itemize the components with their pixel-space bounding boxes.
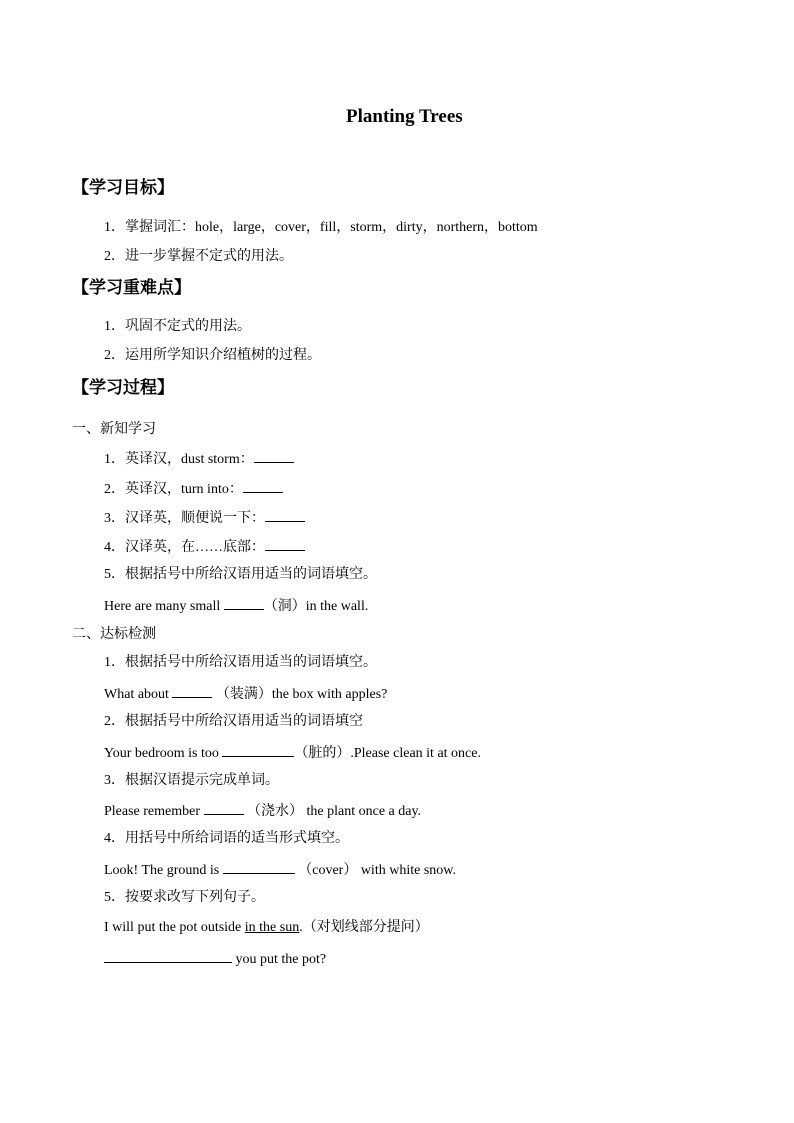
sentence-text: （脏的）.Please clean it at once. [294,746,481,761]
key-point-item-2: 2．运用所学知识介绍植树的过程。 [104,348,321,363]
part2-question-5: 5．按要求改写下列句子。 [104,890,265,905]
part2-question-5-sentence [104,919,429,937]
part2-question-1-sentence [104,684,387,704]
underlined-phrase: in the sun [244,920,300,935]
sentence-text: （洞）in the wall. [263,599,369,614]
part2-question-2-sentence [104,743,481,763]
part1-question-5: 5．根据括号中所给汉语用适当的词语填空。 [104,567,377,582]
part2-question-4-sentence [104,860,456,880]
goal-item-1: 1．掌握词汇：hole，large，cover，fill，storm，dirty，northern，bottom [104,220,538,235]
page-title: Planting Trees [346,106,463,127]
part2-question-1: 1．根据括号中所给汉语用适当的词语填空。 [104,655,377,670]
goal-item-2: 2．进一步掌握不定式的用法。 [104,249,293,264]
answer-blank[interactable] [172,684,212,698]
question-text: 3．汉译英，顺便说一下： [104,511,265,526]
question-text: 4．汉译英，在……底部： [104,540,265,555]
answer-blank[interactable] [265,508,305,522]
sentence-text: （装满）the box with apples? [215,687,388,702]
sentence-text: （浇水） the plant once a day. [247,804,422,819]
answer-blank[interactable] [224,596,264,610]
part2-question-2: 2．根据括号中所给汉语用适当的词语填空 [104,714,363,729]
sentence-text: .（对划线部分提问） [299,920,429,935]
part2-question-3: 3．根据汉语提示完成单词。 [104,773,279,788]
answer-blank[interactable] [104,949,232,963]
sentence-text: Your bedroom is too [104,746,219,761]
answer-blank[interactable] [222,743,294,757]
part1-question-1 [104,449,294,469]
answer-blank[interactable] [223,860,295,874]
part2-question-4: 4．用括号中所给词语的适当形式填空。 [104,831,349,846]
part1-question-5-sentence [104,596,368,616]
answer-blank[interactable] [204,801,244,815]
sentence-text: （cover） with white snow. [298,863,456,878]
answer-blank[interactable] [243,479,283,493]
question-text: 2．英译汉，turn into： [104,482,243,497]
sentence-text: Here are many small [104,599,221,614]
answer-blank[interactable] [254,449,294,463]
part2-question-5-answer [104,949,326,969]
sentence-text: you put the pot? [235,952,327,967]
part1-heading: 一、新知学习 [72,421,156,437]
part1-question-2 [104,479,283,499]
part2-question-3-sentence [104,801,421,821]
section-heading-goals: 【学习目标】 [72,178,174,198]
sentence-text: Look! The ground is [104,863,220,878]
key-point-item-1: 1．巩固不定式的用法。 [104,319,251,334]
sentence-text: What about [104,687,169,702]
question-text: 1．英译汉，dust storm： [104,452,254,467]
sentence-text: Please remember [104,804,201,819]
part2-heading: 二、达标检测 [72,626,156,642]
part1-question-3 [104,508,305,528]
section-heading-key-points: 【学习重难点】 [72,278,191,298]
part1-question-4 [104,537,305,557]
answer-blank[interactable] [265,537,305,551]
sentence-text: I will put the pot outside [104,920,242,935]
section-heading-process: 【学习过程】 [72,378,174,398]
